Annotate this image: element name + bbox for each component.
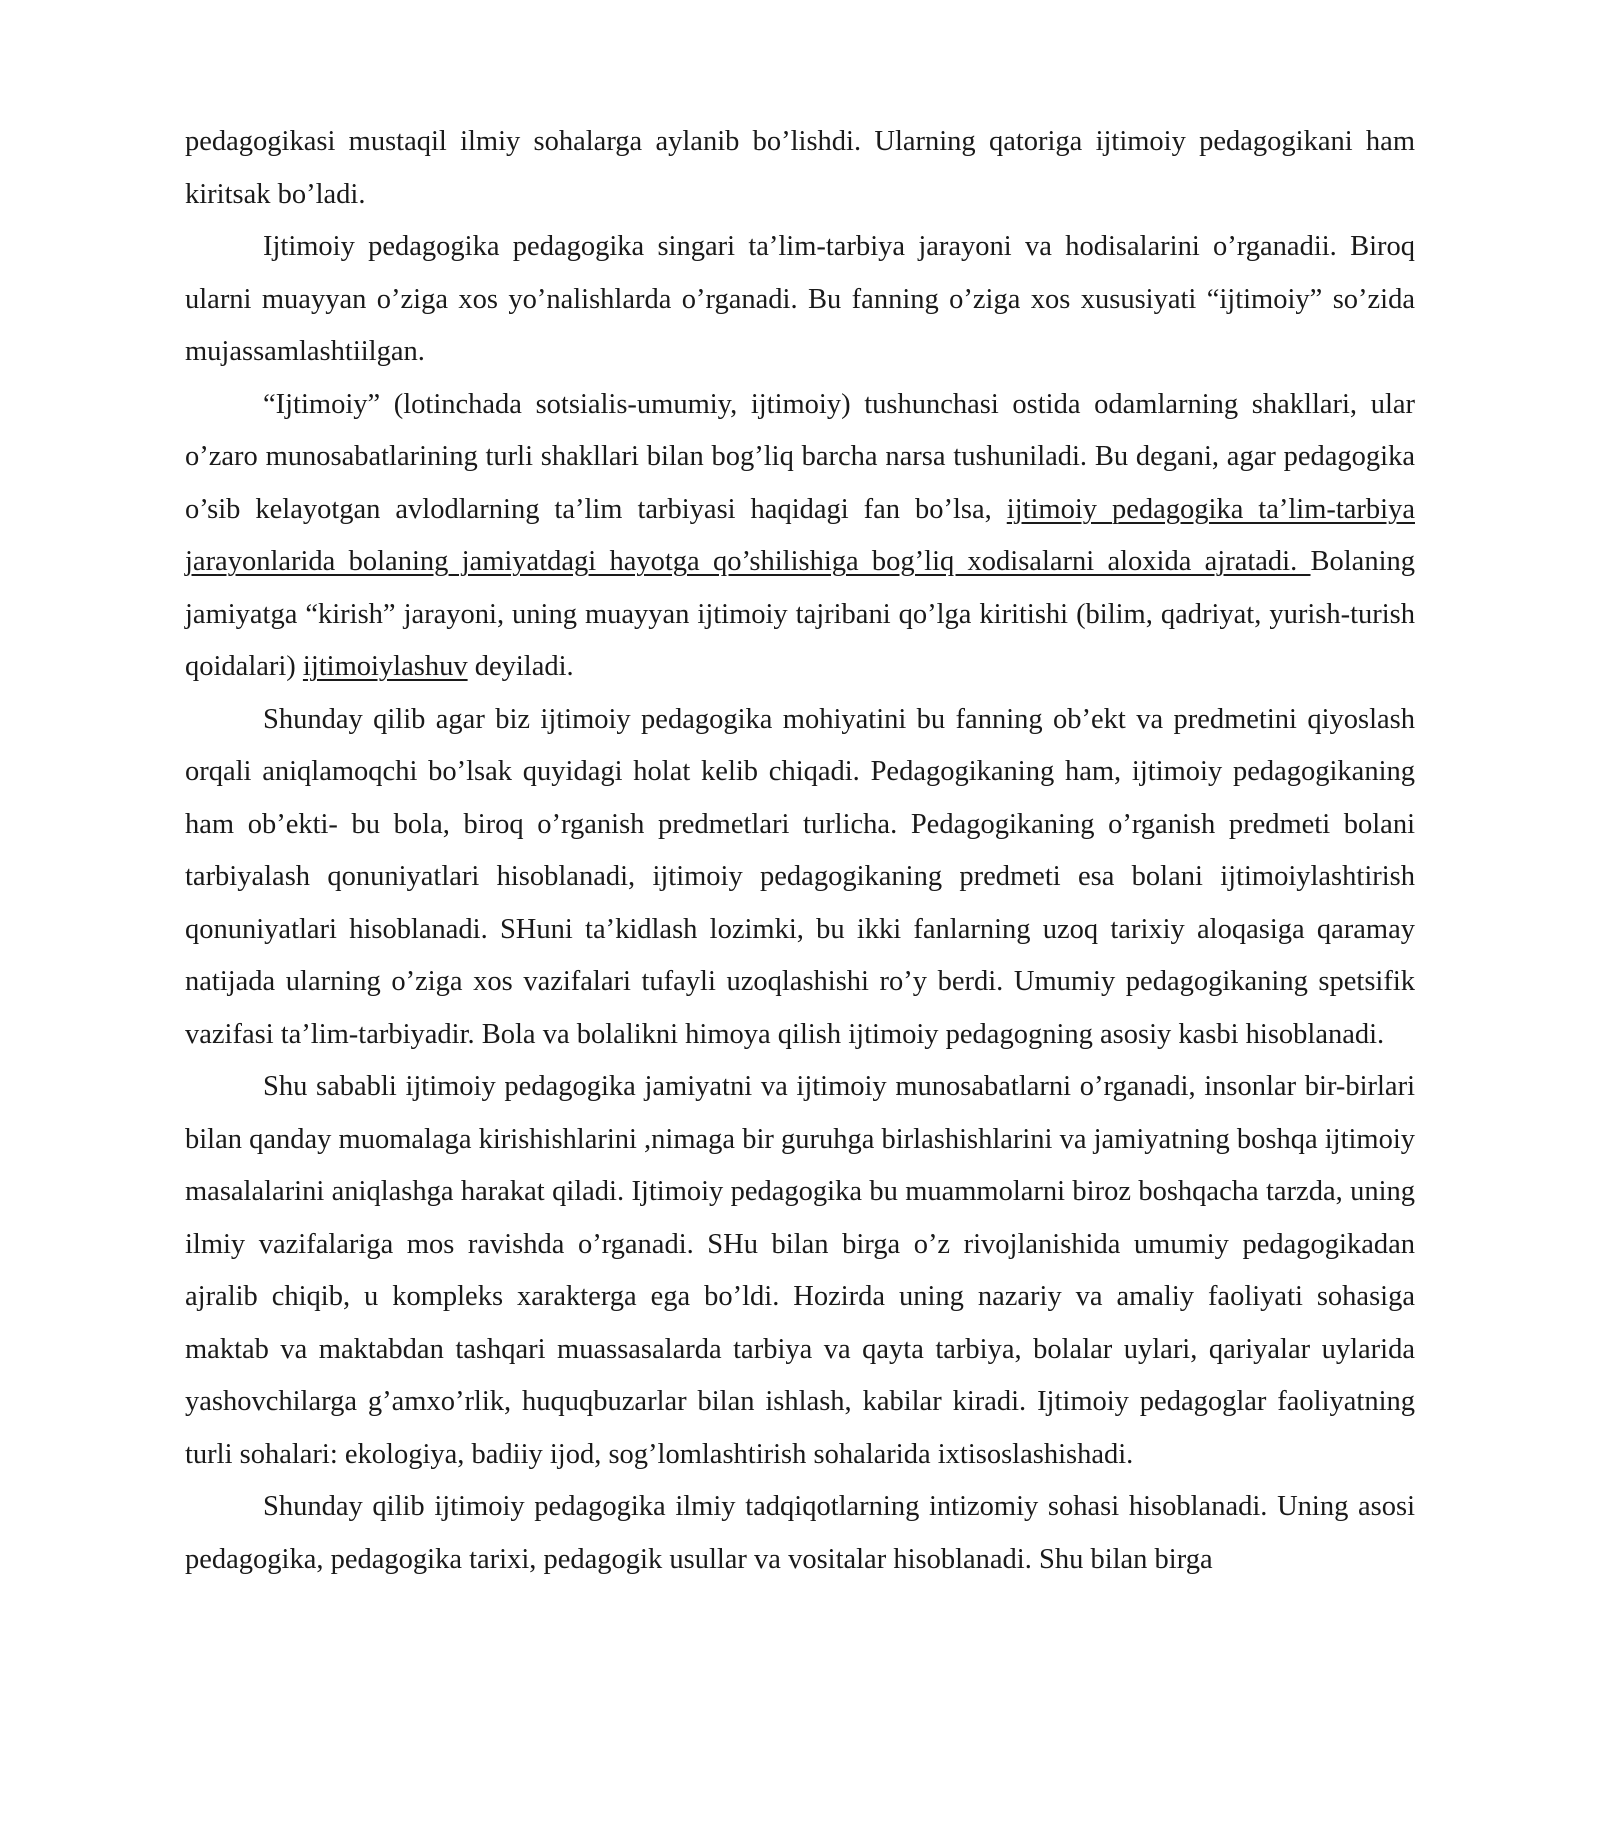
paragraph-text: Ijtimoiy pedagogika pedagogika singari ta’lim-tarbiya jarayoni va hodisalarini o’rganadii. Biroq ularni muayyan o’ziga xos yo’nalishlarda o’rganadi. Bu fanning o’ziga xos xususiyati “ijtimoiy” so’zida mujassamlashtiilgan. [185,231,1415,367]
underlined-term: ijtimoiylashuv [302,651,468,682]
paragraph-6 [185,1481,1415,1586]
paragraph-1 [185,116,1415,221]
paragraph-5 [185,1061,1415,1481]
paragraph-text: pedagogikasi mustaqil ilmiy sohalarga aylanib bo’lishdi. Ularning qatoriga ijtimoiy pedagogikani ham kiritsak bo’ladi. [185,126,1415,210]
document-page [185,116,1415,1586]
paragraph-3 [185,379,1415,694]
paragraph-2 [185,221,1415,379]
paragraph-text: “Ijtimoiy” (lotinchada sotsialis-umumiy, ijtimoiy) tushunchasi ostida odamlarning shakllari, ular o’zaro munosabatlarining turli shakllari bilan bog’liq barcha narsa tushuniladi. Bu degani, agar pedagogika o’sib kelayotgan avlodlarning ta’lim tarbiyasi haqidagi fan bo’lsa, [185,388,1415,525]
paragraph-text: Shunday qilib ijtimoiy pedagogika ilmiy tadqiqotlarning intizomiy sohasi hisoblanadi. Uning asosi pedagogika, pedagogika tarixi, pedagogik usullar va vositalar hisoblanadi. Shu bilan birga [185,1491,1415,1575]
paragraph-text: Bolaning jamiyatga “kirish” jarayoni, uning muayyan ijtimoiy tajribani qo’lga kiritishi (bilim, qadriyat, yurish-turish qoidalari) [185,546,1415,682]
paragraph-text: Shunday qilib agar biz ijtimoiy pedagogika mohiyatini bu fanning ob’ekt va predmetini qiyoslash orqali aniqlamoqchi bo’lsak quyidagi holat kelib chiqadi. Pedagogikaning ham, ijtimoiy pedagogikaning ham ob’ekti- bu bola, biroq o’rganish predmetlari turlicha. Pedagogikaning o’rganish predmeti bolani tarbiyalash qonuniyatlari hisoblanadi, ijtimoiy pedagogikaning predmeti esa bolani ijtimoiylashtirish qonuniyatlari hisoblanadi. SHuni ta’kidlash lozimki, bu ikki fanlarning uzoq tarixiy aloqasiga qaramay natijada ularning o’ziga xos vazifalari tufayli uzoqlashishi ro’y berdi. Umumiy pedagogikaning spetsifik vazifasi ta’lim-tarbiyadir. Bola va bolalikni himoya qilish ijtimoiy pedagogning asosiy kasbi hisoblanadi. [185,703,1415,1050]
underlined-definition: ijtimoiy pedagogika ta’lim-tarbiya jarayonlarida bolaning jamiyatdagi hayotga qo’shilishiga bog’liq xodisalarni aloxida ajratadi. [185,493,1415,577]
paragraph-text: deyiladi. [467,651,574,682]
paragraph-4 [185,694,1415,1062]
paragraph-text: Shu sababli ijtimoiy pedagogika jamiyatni va ijtimoiy munosabatlarni o’rganadi, insonlar bir-birlari bilan qanday muomalaga kirishishlarini ,nimaga bir guruhga birlashishlarini va jamiyatning boshqa ijtimoiy masalalarini aniqlashga harakat qiladi. Ijtimoiy pedagogika bu muammolarni biroz boshqacha tarzda, uning ilmiy vazifalariga mos ravishda o’rganadi. SHu bilan birga o’z rivojlanishida umumiy pedagogikadan ajralib chiqib, u kompleks xarakterga ega bo’ldi. Hozirda uning nazariy va amaliy faoliyati sohasiga maktab va maktabdan tashqari muassasalarda tarbiya va qayta tarbiya, bolalar uylari, qariyalar uylarida yashovchilarga g’amxo’rlik, huquqbuzarlar bilan ishlash, kabilar kiradi. Ijtimoiy pedagoglar faoliyatning turli sohalari: ekologiya, badiiy ijod, sog’lomlashtirish sohalarida ixtisoslashishadi. [185,1071,1416,1470]
